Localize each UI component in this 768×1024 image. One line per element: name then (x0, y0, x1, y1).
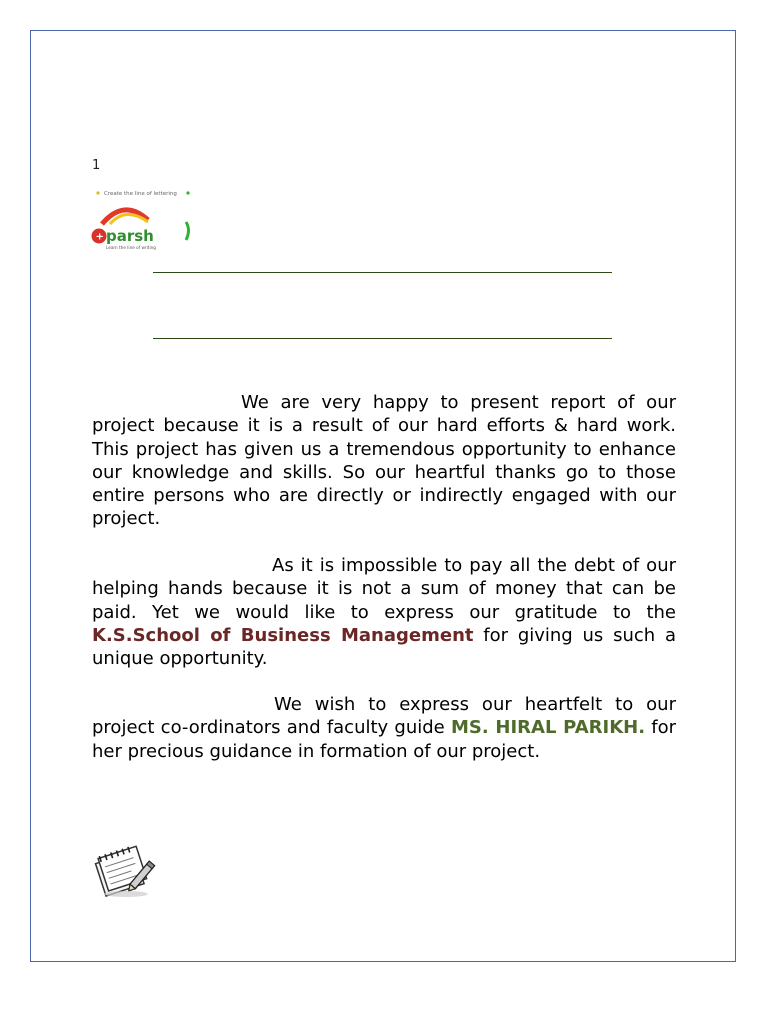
paragraph-1 (92, 391, 676, 531)
page-number: 1 (92, 158, 101, 173)
notebook-pencil-icon (92, 842, 162, 902)
paragraph-1-text: We are very happy to present report of our project because it is a result of our hard efforts & hard work. This project has given us a tremendous opportunity to enhance our knowledge and skills. So our heartful thanks go to those entire persons who are directly or indirectly engaged with our project. (92, 392, 676, 530)
paragraph-2 (92, 554, 676, 670)
svg-text:+: + (95, 231, 104, 243)
paragraph-2-before: As it is impossible to pay all the debt of our helping hands because it is not a sum of money that can be paid. Yet we would like to express our gratitude to the (92, 555, 676, 623)
sparsh-logo (90, 184, 200, 254)
paragraph-3 (92, 693, 676, 763)
logo-tagline-bottom: Learn the line of writing (106, 245, 156, 250)
paragraph-3-after: for her precious guidance in formation of our project. (92, 717, 676, 762)
guide-name: MS. HIRAL PARIKH. (450, 717, 646, 739)
horizontal-rule-bottom (153, 338, 612, 339)
school-name: K.S.School of Business Management (92, 624, 474, 646)
paragraph-3-before: We wish to express our heartfelt to our project co-ordinators and faculty guide (92, 694, 676, 739)
logo-brand: parsh (106, 227, 154, 245)
logo-tagline-top: Create the line of lettering (104, 191, 177, 197)
horizontal-rule-top (153, 272, 612, 273)
paragraph-2-after: for giving us such a unique opportunity. (92, 624, 676, 670)
